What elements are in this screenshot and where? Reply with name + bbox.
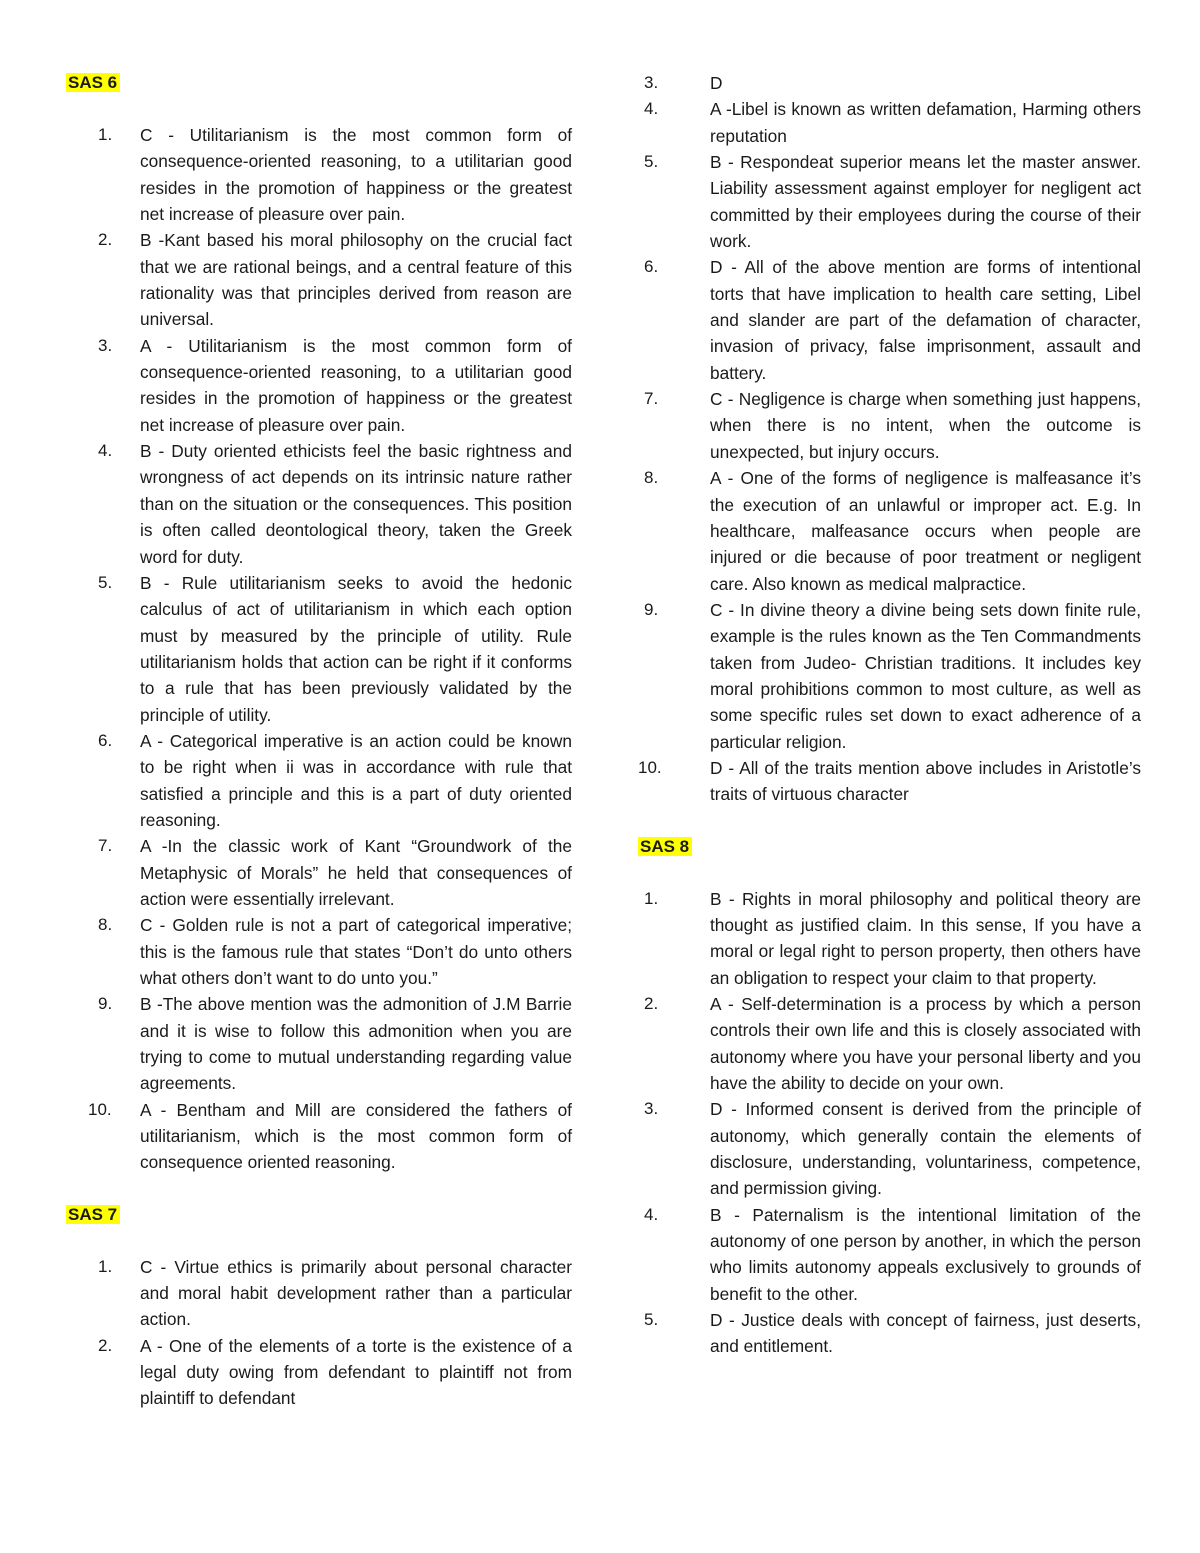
item-text: A -Libel is known as written defamation, Harming others reputation: [710, 99, 1141, 146]
list-item: [638, 597, 1141, 755]
sas8-title: SAS 8: [638, 837, 692, 856]
item-text: B - Paternalism is the intentional limitation of the autonomy of one person by another, in which the person who limits autonomy appeals exclusively to grounds of benefit to the other.: [710, 1204, 1141, 1304]
list-item: [66, 833, 572, 912]
list-item: [66, 333, 572, 438]
item-number: 10.: [638, 757, 662, 777]
list-item: [638, 96, 1141, 149]
item-number: 4.: [644, 1204, 659, 1224]
item-text: B - Duty oriented ethicists feel the basic rightness and wrongness of act depends on its intrinsic nature rather than on the situation or the consequences. This position is often called deontological theory, taken the Greek word for duty.: [140, 441, 572, 567]
item-number: 9.: [98, 994, 113, 1014]
item-number: 3.: [644, 1099, 659, 1119]
item-text: B -Kant based his moral philosophy on the crucial fact that we are rational beings, and a central feature of this rationality was that principles derived from reason are universal.: [140, 230, 572, 330]
item-text: B - Rule utilitarianism seeks to avoid the hedonic calculus of act of utilitarianism in which each option must by measured by the principle of utility. Rule utilitarianism holds that action can be right if it conforms to a rule that has been previously validated by the principle of utility.: [140, 572, 572, 725]
list-item: [66, 227, 572, 332]
sas6-answer-list: [66, 122, 572, 1176]
list-item: [66, 1097, 572, 1176]
list-item: [638, 1307, 1141, 1360]
item-text: C - Utilitarianism is the most common form of consequence-oriented reasoning, to a utilitarian good resides in the promotion of happiness or the greatest net increase of pleasure over pain.: [140, 125, 572, 225]
item-text: B - Rights in moral philosophy and political theory are thought as justified claim. In this sense, If you have a moral or legal right to person property, then others have an obligation to respect your claim to that property.: [710, 888, 1141, 988]
item-number: 3.: [644, 73, 659, 92]
sas6-title: SAS 6: [66, 73, 120, 92]
item-number: 2.: [644, 994, 659, 1013]
list-item: [638, 886, 1141, 991]
item-text: D: [710, 73, 723, 93]
item-number: 5.: [644, 1310, 659, 1330]
item-number: 3.: [98, 335, 113, 355]
sas7-answer-list-part2: [638, 70, 1141, 808]
item-number: 10.: [88, 1099, 112, 1119]
list-item: [638, 386, 1141, 465]
item-number: 6.: [98, 730, 113, 750]
item-text: A -In the classic work of Kant “Groundwork of the Metaphysic of Morals” he held that consequences of action were essentially irrelevant.: [140, 836, 572, 909]
item-number: 4.: [98, 441, 113, 461]
list-item: [66, 570, 572, 728]
item-text: A - One of the elements of a torte is the existence of a legal duty owing from defendant to plaintiff not from plaintiff to defendant: [140, 1335, 572, 1409]
list-item: [66, 1333, 572, 1412]
list-item: [66, 912, 572, 991]
item-number: 5.: [644, 152, 659, 172]
item-text: D - Informed consent is derived from the principle of autonomy, which generally contain the elements of disclosure, understanding, voluntariness, competence, and permission giving.: [710, 1099, 1141, 1199]
item-text: D - All of the above mention are forms of intentional torts that have implication to health care setting, Libel and slander are part of the defamation of character, invasion of privacy, false imprisonment, assault and battery.: [710, 257, 1141, 383]
item-number: 9.: [644, 599, 659, 619]
list-item: [66, 122, 572, 227]
list-item: [638, 465, 1141, 597]
list-item: [638, 991, 1141, 1096]
list-item: [638, 755, 1141, 808]
list-item: [66, 1254, 572, 1333]
list-item: [638, 1096, 1141, 1201]
left-column: [66, 70, 572, 1412]
item-text: B -The above mention was the admonition of J.M Barrie and it is wise to follow this admonition when you are trying to come to mutual understanding regarding value agreements.: [140, 994, 572, 1094]
item-number: 1.: [644, 888, 659, 908]
item-number: 8.: [644, 468, 659, 488]
list-item: [638, 254, 1141, 386]
right-column: [638, 70, 1141, 1360]
list-item: [66, 438, 572, 570]
item-number: 4.: [644, 99, 659, 119]
sas8-heading: [638, 834, 1141, 860]
item-text: A - One of the forms of negligence is malfeasance it’s the execution of an unlawful or improper act. E.g. In healthcare, malfeasance occurs when people are injured or die because of poor treatment or negligent care. Also known as medical malpractice.: [710, 468, 1141, 594]
item-text: A - Categorical imperative is an action could be known to be right when ii was in accordance with rule that satisfied a principle and this is a part of duty oriented reasoning.: [140, 730, 572, 830]
item-number: 7.: [98, 836, 113, 856]
sas6-heading: [66, 70, 572, 96]
list-item: [638, 149, 1141, 254]
item-text: A - Self-determination is a process by which a person controls their own life and this is closely associated with autonomy where you have your personal liberty and you have the ability to decide on your own.: [710, 994, 1141, 1094]
item-text: D - All of the traits mention above includes in Aristotle’s traits of virtuous character: [710, 757, 1141, 805]
sas7-answer-list-part1: [66, 1254, 572, 1412]
list-item: [66, 728, 572, 833]
item-number: 2.: [98, 1335, 113, 1355]
list-item: [638, 70, 1141, 96]
list-item: [638, 1202, 1141, 1307]
item-text: D - Justice deals with concept of fairness, just deserts, and entitlement.: [710, 1310, 1141, 1357]
sas8-answer-list: [638, 886, 1141, 1360]
item-number: 1.: [98, 125, 113, 144]
item-text: C - In divine theory a divine being sets down finite rule, example is the rules known as the Ten Commandments taken from Judeo- Christian traditions. It includes key moral prohibitions common to most culture, as well as some specific rules set down to exact adherence of a particular religion.: [710, 599, 1141, 752]
item-text: C - Negligence is charge when something just happens, when there is no intent, when the outcome is unexpected, but injury occurs.: [710, 389, 1141, 462]
item-text: A - Bentham and Mill are considered the fathers of utilitarianism, which is the most common form of consequence oriented reasoning.: [140, 1099, 572, 1173]
item-number: 6.: [644, 257, 659, 277]
item-number: 8.: [98, 915, 113, 935]
item-number: 5.: [98, 572, 113, 592]
item-number: 7.: [644, 389, 659, 409]
sas7-title: SAS 7: [66, 1205, 120, 1224]
item-text: A - Utilitarianism is the most common form of consequence-oriented reasoning, to a utilitarian good resides in the promotion of happiness or the greatest net increase of pleasure over pain.: [140, 335, 572, 435]
item-number: 1.: [98, 1256, 113, 1276]
list-item: [66, 991, 572, 1096]
item-number: 2.: [98, 230, 113, 250]
sas7-heading: [66, 1202, 572, 1228]
item-text: C - Golden rule is not a part of categorical imperative; this is the famous rule that states “Don’t do unto others what others don’t want to do unto you.”: [140, 915, 572, 988]
item-text: C - Virtue ethics is primarily about personal character and moral habit development rather than a particular action.: [140, 1256, 572, 1330]
item-text: B - Respondeat superior means let the master answer. Liability assessment against employer for negligent act committed by their employees during the course of their work.: [710, 152, 1141, 252]
